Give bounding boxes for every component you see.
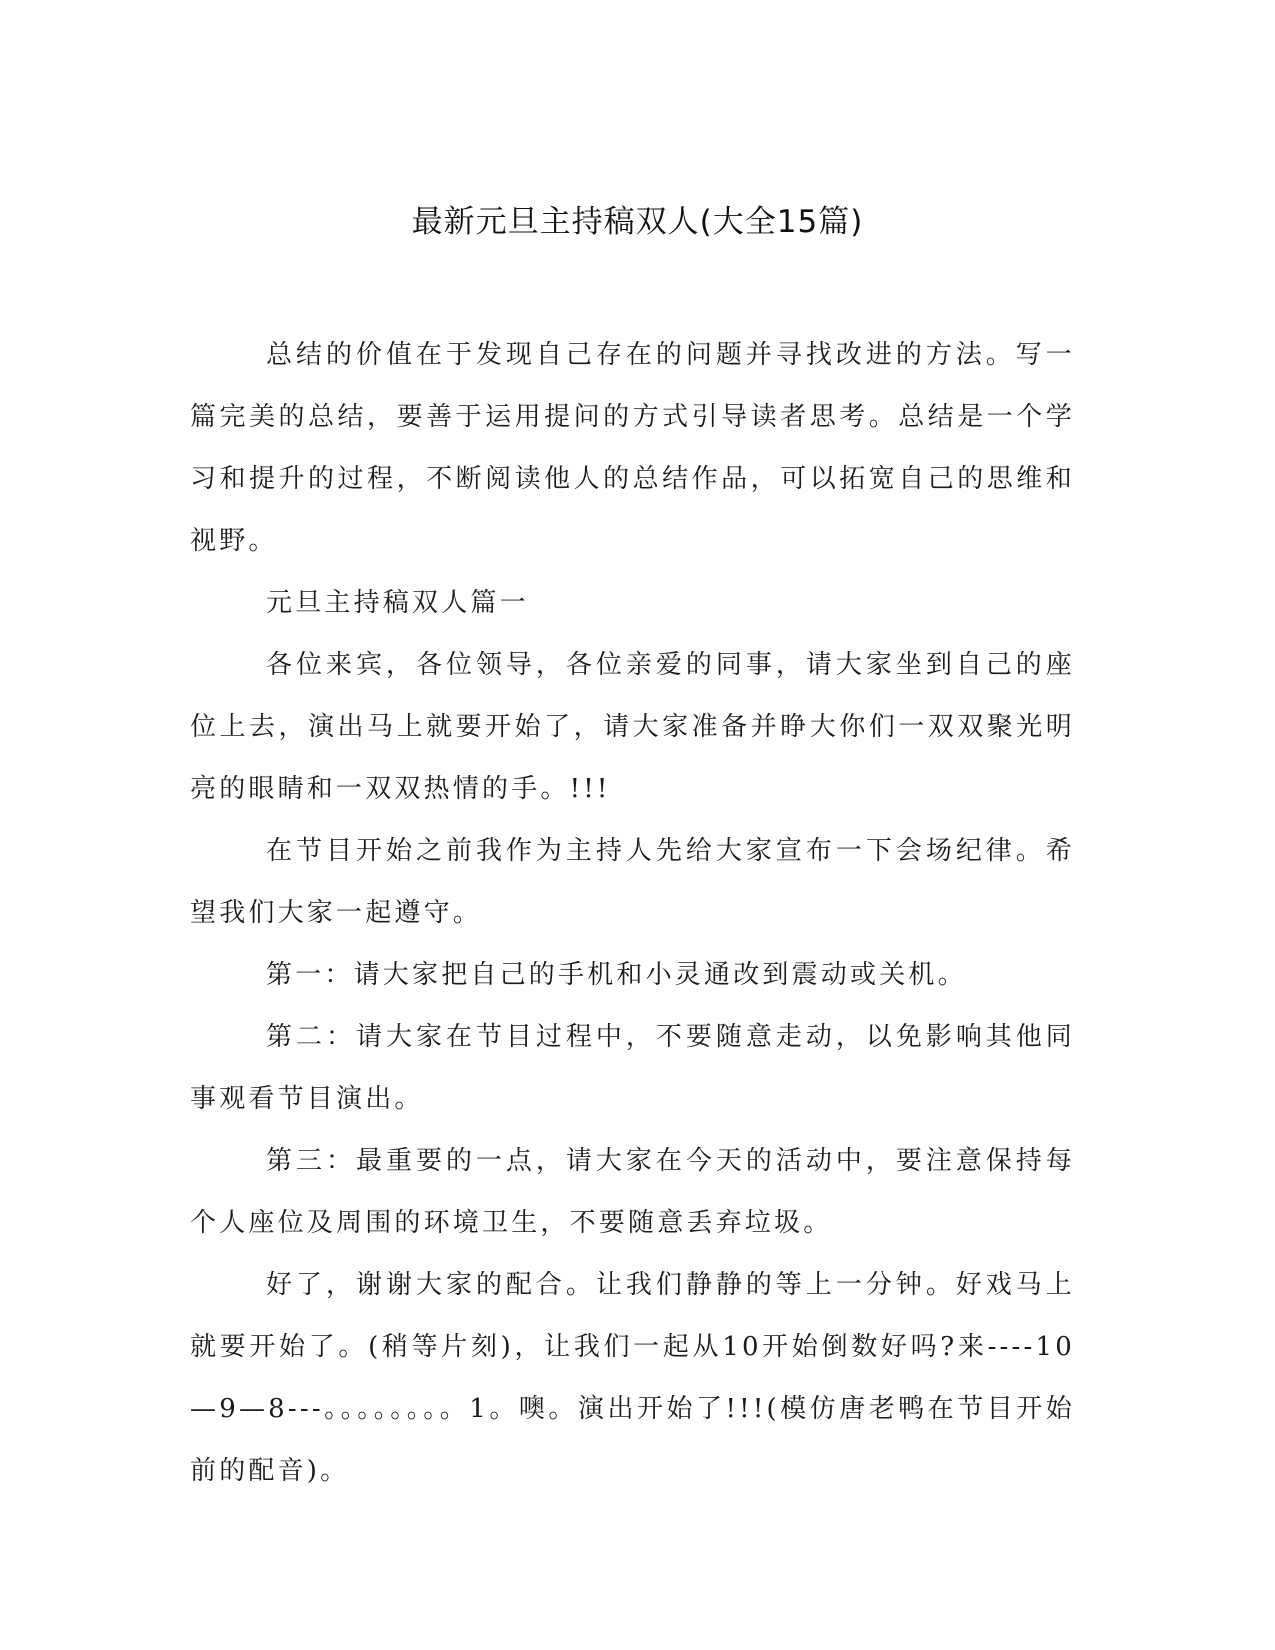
paragraph-welcome: 各位来宾，各位领导，各位亲爱的同事，请大家坐到自己的座位上去，演出马上就要开始了，请大家准备并睁大你们一双双聚光明亮的眼睛和一双双热情的手。!!!	[190, 650, 1075, 804]
paragraph-rule-2: 第二：请大家在节目过程中，不要随意走动，以免影响其他同事观看节目演出。	[190, 1022, 1075, 1114]
paragraph-countdown: 好了，谢谢大家的配合。让我们静静的等上一分钟。好戏马上就要开始了。(稍等片刻)，让我们一起从10开始倒数好吗?来----10—9—8---。。。。。。。。1。噢。演出开始了!!!(模仿唐老鸭在节目开始前的配音)。	[190, 1270, 1075, 1486]
paragraph-rule-3: 第三：最重要的一点，请大家在今天的活动中，要注意保持每个人座位及周围的环境卫生，不要随意丢弃垃圾。	[190, 1146, 1075, 1238]
section-heading: 元旦主持稿双人篇一	[266, 588, 529, 618]
paragraph-intro: 总结的价值在于发现自己存在的问题并寻找改进的方法。写一篇完美的总结，要善于运用提问的方式引导读者思考。总结是一个学习和提升的过程，不断阅读他人的总结作品，可以拓宽自己的思维和视野。	[190, 340, 1075, 556]
document-title: 最新元旦主持稿双人(大全15篇)	[411, 204, 864, 240]
document-body	[190, 324, 1075, 1502]
paragraph-rule-1: 第一：请大家把自己的手机和小灵通改到震动或关机。	[266, 960, 967, 990]
paragraph-rules-intro: 在节目开始之前我作为主持人先给大家宣布一下会场纪律。希望我们大家一起遵守。	[190, 836, 1075, 928]
